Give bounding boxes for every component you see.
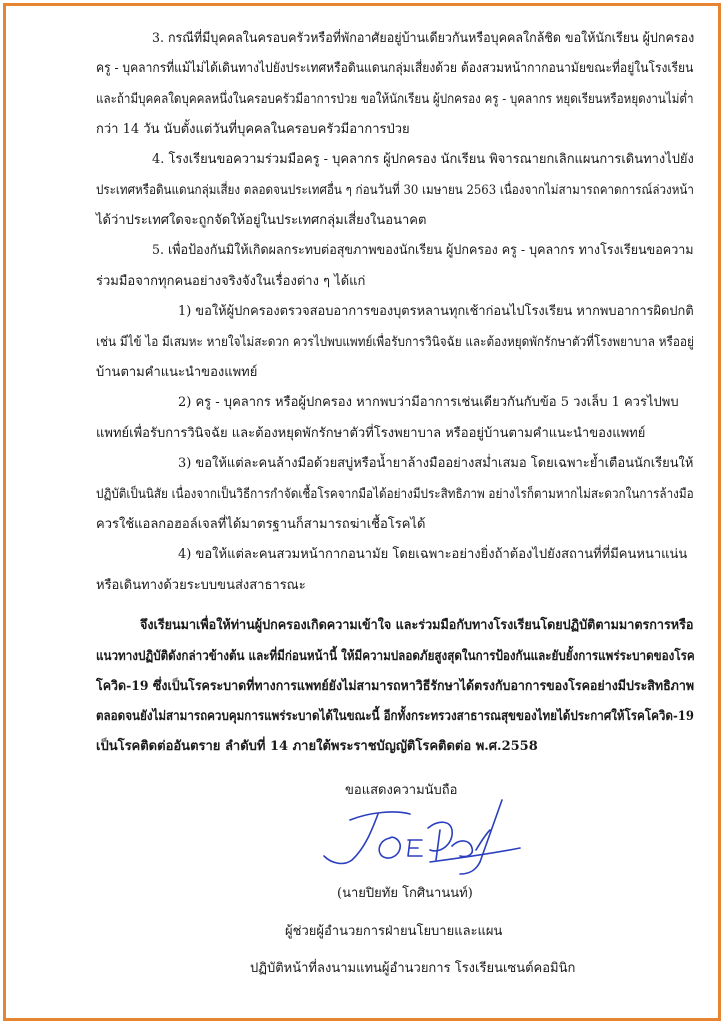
paragraph-3-line-1: 3. กรณีที่มีบุคคลในครอบครัวหรือที่พักอาศัยอยู่บ้านเดียวกันหรือบุคคลใกล้ชิด ขอให้นักเรียน ผู้ปกครอง <box>152 31 695 46</box>
item-4-line-2: หรือเดินทางด้วยระบบขนส่งสาธารณะ <box>96 578 306 593</box>
closing-line-3: โควิด-19 ซึ่งเป็นโรคระบาดที่ทางการแพทย์ยังไม่สามารถหาวิธีรักษาได้ตรงกับอาการของโรคอย่างมีประสิทธิภาพ <box>96 679 695 694</box>
signatory-position-2: ปฏิบัติหน้าที่ลงนามแทนผู้อำนวยการ โรงเรียนเซนต์คอมินิก <box>250 961 576 976</box>
paragraph-3-line-3: และถ้ามีบุคคลใดบุคคลหนึ่งในครอบครัวมีอาการป่วย ขอให้นักเรียน ผู้ปกครอง ครู - บุคลากร หยุดเรียนหรือหยุดงานไม่ต่ำ <box>96 92 694 107</box>
paragraph-5-line-2: ร่วมมือจากทุกคนอย่างจริงจังในเรื่องต่าง ๆ ได้แก่ <box>96 274 366 289</box>
signatory-name: (นายปิยทัย โกศินานนท์) <box>337 886 473 901</box>
paragraph-5-line-1: 5. เพื่อป้องกันมิให้เกิดผลกระทบต่อสุขภาพของนักเรียน ผู้ปกครอง ครู - บุคลากร ทางโรงเรียนขอความ <box>152 243 694 258</box>
closing-line-5: เป็นโรคติดต่ออันตราย ลำดับที่ 14 ภายใต้พระราชบัญญัติโรคติดต่อ พ.ศ.2558 <box>96 739 538 754</box>
item-3-line-2: ปฏิบัติเป็นนิสัย เนื่องจากเป็นวิธีการกำจัดเชื้อโรคจากมือได้อย่างมีประสิทธิภาพ อย่างไรก็ตามหากไม่สะดวกในการล้างมือ <box>96 487 694 502</box>
item-3-line-3: ควรใช้แอลกอฮอล์เจลที่ได้มาตรฐานก็สามารถฆ่าเชื้อโรคได้ <box>96 517 426 532</box>
item-1-line-2: เช่น มีไข้ ไอ มีเสมหะ หายใจไม่สะดวก ควรไปพบแพทย์เพื่อรับการวินิจฉัย และต้องหยุดพักรักษาตัวที่โรงพยาบาล หรืออยู่ <box>96 335 694 350</box>
signatory-position-1: ผู้ช่วยผู้อำนวยการฝ่ายนโยบายและแผน <box>285 924 503 939</box>
handwritten-signature <box>310 790 530 880</box>
closing-line-4: ตลอดจนยังไม่สามารถควบคุมการแพร่ระบาดได้ในขณะนี้ อีกทั้งกระทรวงสาธารณสุขของไทยได้ประกาศให้โรคโควิด-19 <box>96 709 694 724</box>
paragraph-4-line-2: ประเทศหรือดินแดนกลุ่มเสี่ยง ตลอดจนประเทศอื่น ๆ ก่อนวันที่ 30 เมษายน 2563 เนื่องจากไม่สามารถคาดการณ์ล่วงหน้า <box>96 183 694 198</box>
signature-salutation: ขอแสดงความนับถือ <box>345 783 458 798</box>
item-1-line-3: บ้านตามคำแนะนำของแพทย์ <box>96 365 258 380</box>
paragraph-4-line-3: ได้ว่าประเทศใดจะถูกจัดให้อยู่ในประเทศกลุ่มเสี่ยงในอนาคต <box>96 213 427 228</box>
paragraph-3-line-4: กว่า 14 วัน นับตั้งแต่วันที่บุคคลในครอบครัวมีอาการป่วย <box>96 122 410 137</box>
paragraph-4-line-1: 4. โรงเรียนขอความร่วมมือครู - บุคลากร ผู้ปกครอง นักเรียน พิจารณายกเลิกแผนการเดินทางไปยัง <box>152 152 694 167</box>
item-2-line-1: 2) ครู - บุคลากร หรือผู้ปกครอง หากพบว่ามีอาการเช่นเดียวกันกับข้อ 5 วงเล็บ 1 ควรไปพบ <box>178 395 679 410</box>
item-2-line-2: แพทย์เพื่อรับการวินิจฉัย และต้องหยุดพักรักษาตัวที่โรงพยาบาล หรืออยู่บ้านตามคำแนะนำของแพทย์ <box>96 426 646 441</box>
paragraph-3-line-2: ครู - บุคลากรที่แม้ไม่ได้เดินทางไปยังประเทศหรือดินแดนกลุ่มเสี่ยงด้วย ต้องสวมหน้ากากอนามัยขณะที่อยู่ในโรงเรียน <box>96 61 694 76</box>
item-4-line-1: 4) ขอให้แต่ละคนสวมหน้ากากอนามัย โดยเฉพาะอย่างยิ่งถ้าต้องไปยังสถานที่ที่มีคนหนาแน่น <box>178 547 688 562</box>
closing-line-2: แนวทางปฏิบัติดังกล่าวข้างต้น และที่มีก่อนหน้านี้ ให้มีความปลอดภัยสูงสุดในการป้องกันและยับยั้งการแพร่ระบาดของโรค <box>96 649 695 664</box>
item-3-line-1: 3) ขอให้แต่ละคนล้างมือด้วยสบู่หรือน้ำยาล้างมืออย่างสม่ำเสมอ โดยเฉพาะย้ำเตือนนักเรียนให้ <box>178 456 694 471</box>
item-1-line-1: 1) ขอให้ผู้ปกครองตรวจสอบอาการของบุตรหลานทุกเช้าก่อนไปโรงเรียน หากพบอาการผิดปกติ <box>178 304 694 319</box>
closing-line-1: จึงเรียนมาเพื่อให้ท่านผู้ปกครองเกิดความเข้าใจ และร่วมมือกับทางโรงเรียนโดยปฏิบัติตามมาตรการหรือ <box>140 618 694 633</box>
